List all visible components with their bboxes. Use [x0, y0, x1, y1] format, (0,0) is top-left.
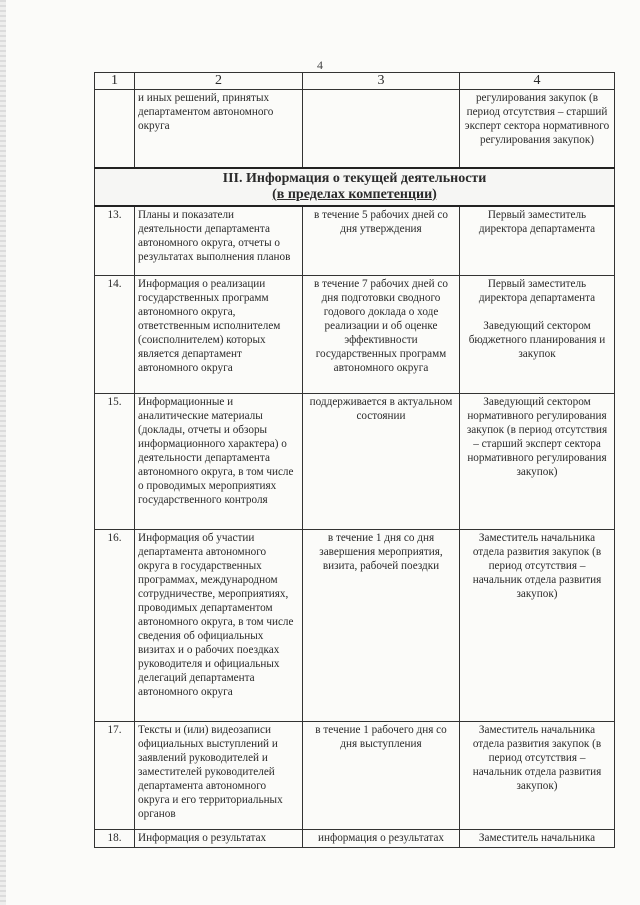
row-responsible-primary: Первый заместитель директора департамента [478, 278, 596, 304]
document-table [94, 72, 615, 848]
row-term: информация о результатах [303, 830, 460, 848]
row-name: Планы и показатели деятельности департамента автономного округа, отчеты о результатах выполнения планов [135, 206, 303, 276]
header-col-2: 2 [135, 73, 303, 90]
row-term: в течение 7 рабочих дней со дня подготовки сводного годового доклада о ходе реализации и об оценке эффективности государственных программ автономного округа [303, 276, 460, 394]
row-number: 16. [95, 530, 135, 722]
row-name: Информация о реализации государственных программ автономного округа, ответственным исполнителем (соисполнителем) которых является департамент автономного округа [135, 276, 303, 394]
responsible-gap [463, 305, 611, 319]
row-number: 17. [95, 722, 135, 830]
table-row-14 [95, 276, 615, 394]
scan-edge [0, 0, 6, 905]
row-number: 14. [95, 276, 135, 394]
header-col-1: 1 [95, 73, 135, 90]
header-col-3: 3 [303, 73, 460, 90]
section-header-row [95, 168, 615, 206]
table-row-18 [95, 830, 615, 848]
table-row-17 [95, 722, 615, 830]
table-row-13 [95, 206, 615, 276]
row-name: Информация о результатах [135, 830, 303, 848]
row-responsible: Заведующий сектором нормативного регулирования закупок (в период отсутствия – старший эксперт сектора нормативного регулирования закупок) [460, 394, 615, 530]
page-number: 4 [317, 58, 323, 72]
table-row-15 [95, 394, 615, 530]
row-responsible-secondary: Заведующий сектором бюджетного планирования и закупок [468, 320, 606, 360]
section-title-line2: (в пределах компетенции) [272, 186, 437, 202]
row-number: 15. [95, 394, 135, 530]
continuation-num [95, 90, 135, 168]
row-term: в течение 5 рабочих дней со дня утверждения [303, 206, 460, 276]
row-term: в течение 1 дня со дня завершения мероприятия, визита, рабочей поездки [303, 530, 460, 722]
row-responsible: Заместитель начальника отдела развития закупок (в период отсутствия – начальник отдела развития закупок) [460, 530, 615, 722]
continuation-term [303, 90, 460, 168]
continuation-name: и иных решений, принятых департаментом автономного округа [135, 90, 303, 168]
row-name: Тексты и (или) видеозаписи официальных выступлений и заявлений руководителей и заместителей руководителей департамента автономного округа и его территориальных органов [135, 722, 303, 830]
row-number: 13. [95, 206, 135, 276]
row-term: поддерживается в актуальном состоянии [303, 394, 460, 530]
row-responsible [460, 276, 615, 394]
row-term: в течение 1 рабочего дня со дня выступления [303, 722, 460, 830]
row-responsible: Заместитель начальника отдела развития закупок (в период отсутствия – начальник отдела развития закупок) [460, 722, 615, 830]
section-title-line1: III. Информация о текущей деятельности [222, 170, 487, 186]
table-header-row [95, 73, 615, 90]
continuation-row [95, 90, 615, 168]
row-responsible: Заместитель начальника [460, 830, 615, 848]
header-col-4: 4 [460, 73, 615, 90]
section-title [95, 168, 615, 206]
row-responsible: Первый заместитель директора департамента [460, 206, 615, 276]
row-number: 18. [95, 830, 135, 848]
table-row-16 [95, 530, 615, 722]
row-name: Информация об участии департамента автономного округа в государственных программах, международном сотрудничестве, мероприятиях, проводимых департаментом автономного округа, в том числе сведения об официальных визитах и о рабочих поездках руководителя и официальных делегаций департамента автономного округа [135, 530, 303, 722]
row-name: Информационные и аналитические материалы (доклады, отчеты и обзоры информационного характера) о деятельности департамента автономного округа, в том числе о проводимых мероприятиях государственного контроля [135, 394, 303, 530]
continuation-responsible: регулирования закупок (в период отсутствия – старший эксперт сектора нормативного регулирования закупок) [460, 90, 615, 168]
